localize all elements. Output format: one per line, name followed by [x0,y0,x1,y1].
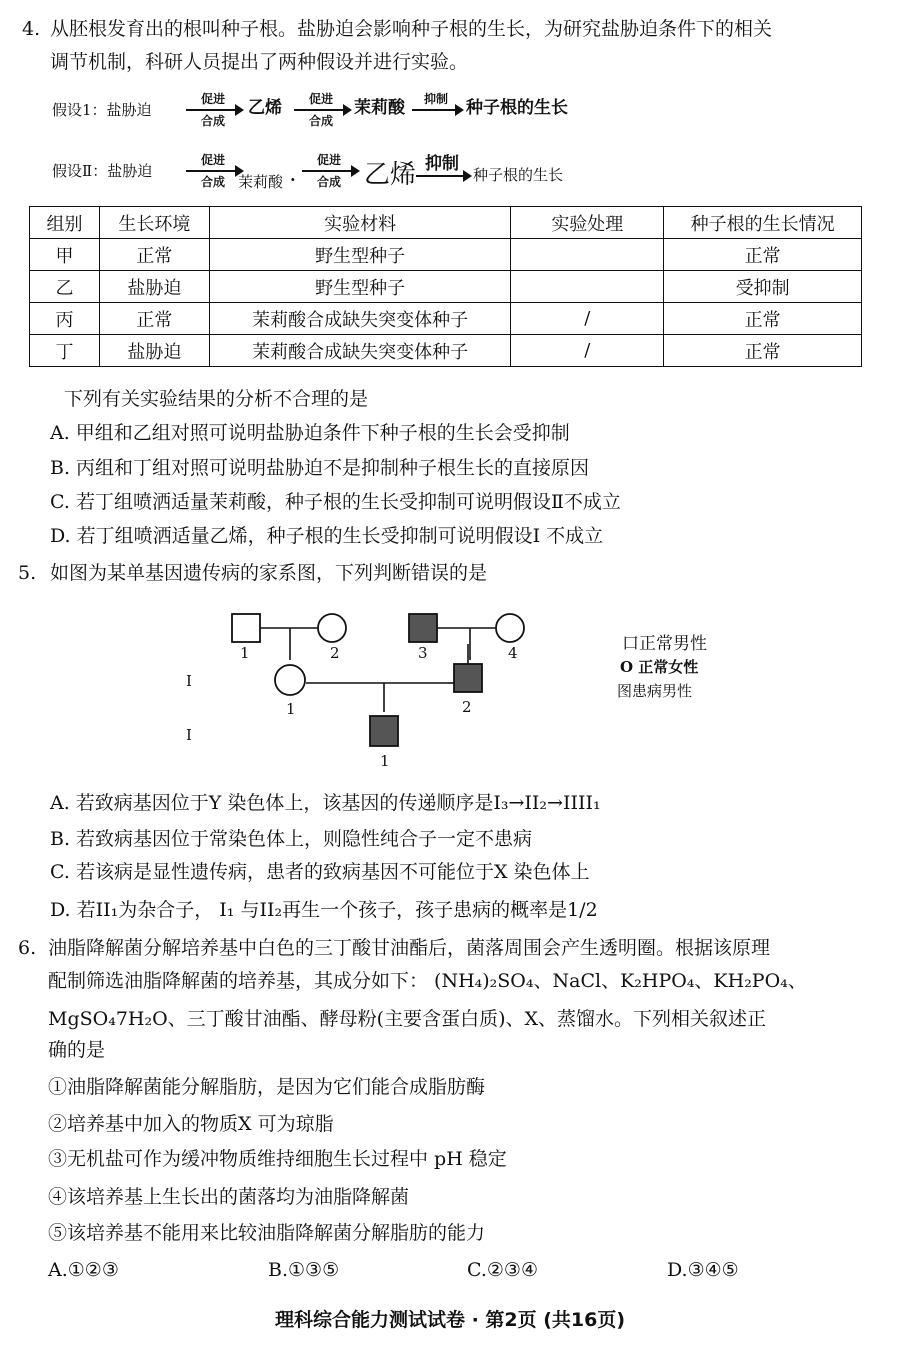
normal-male-symbol [232,614,260,642]
table-cell: 乙 [30,271,100,303]
table-cell: 茉莉酸合成缺失突变体种子 [209,303,511,335]
individual-number: 2 [330,644,340,662]
individual-number: 1 [286,700,296,718]
q4-option-d: D. 若丁组喷洒适量乙烯，种子根的生长受抑制可说明假设I 不成立 [50,525,604,547]
table-cell: / [511,303,664,335]
arrow-label-top: 抑制 [423,92,448,106]
q4-stem-line1: 从胚根发育出的根叫种子根。盐胁迫会影响种子根的生长，为研究盐胁迫条件下的相关 [50,18,773,40]
generation-label: I [186,672,192,690]
q4-stem-line2: 调节机制，科研人员提出了两种假设并进行实验。 [50,51,469,73]
q6-number: 6. [18,937,37,959]
arrow-label-top: 抑制 [425,154,459,174]
affected-male-symbol [370,716,398,746]
q4-option-b: B. 丙组和丁组对照可说明盐胁迫不是抑制种子根生长的直接原因 [50,457,590,479]
table-header: 组别 [30,207,100,239]
q6-statement-2: ②培养基中加入的物质X 可为琼脂 [48,1113,334,1135]
arrow-label-top: 促进 [200,92,225,106]
table-header: 实验处理 [511,207,664,239]
table-header: 种子根的生长情况 [664,207,862,239]
normal-female-symbol [318,614,346,642]
q5-option-d: D. 若II₁为杂合子， I₁ 与II₂再生一个孩子，孩子患病的概率是1/2 [50,899,598,921]
table-cell: 受抑制 [664,271,862,303]
experiment-table [29,206,862,367]
q4-question: 下列有关实验结果的分析不合理的是 [64,388,369,410]
q5-number: 5. [18,562,37,584]
table-cell: 正常 [664,303,862,335]
q6-stem-line4: 确的是 [48,1039,106,1061]
arrow-label-top: 促进 [316,153,341,167]
pedigree-chart [180,600,540,790]
table-cell: 野生型种子 [209,271,511,303]
hyp2-node-jasmonic-acid: 茉莉酸 [238,173,284,191]
q5-option-a: A. 若致病基因位于Y 染色体上，该基因的传递顺序是I₃→II₂→IIII₁ [50,792,601,814]
q6-statement-3: ③无机盐可作为缓冲物质维持细胞生长过程中 pH 稳定 [48,1148,507,1170]
hyp1-node-ethylene: 乙烯 [248,98,282,118]
table-header: 实验材料 [209,207,511,239]
hyp2-dot: · [290,170,296,189]
legend-affected-male: 图患病男性 [617,682,693,700]
hyp2-label: 假设Ⅱ：盐胁迫 [52,162,153,180]
q4-number: 4. [22,18,41,40]
q6-choice-a: A.①②③ [48,1259,119,1281]
table-cell: 盐胁迫 [99,271,209,303]
individual-number: 2 [462,698,472,716]
hyp2-inhibit-arrow [412,151,472,191]
table-cell: 正常 [664,335,862,367]
arrow-label-bottom: 合成 [200,114,225,128]
table-cell: 正常 [99,303,209,335]
table-cell [511,271,664,303]
hyp1-node-jasmonic-acid: 茉莉酸 [354,98,405,118]
q6-choice-c: C.②③④ [467,1259,538,1281]
table-cell: 丁 [30,335,100,367]
individual-number: 1 [380,752,390,770]
hyp1-label: 假设1：盐胁迫 [52,101,152,119]
q6-stem-line3: MgSO₄7H₂O、三丁酸甘油酯、酵母粉(主要含蛋白质)、X、蒸馏水。下列相关叙述正 [48,1008,767,1030]
affected-male-symbol [454,664,482,692]
q6-statement-1: ①油脂降解菌能分解脂肪，是因为它们能合成脂肪酶 [48,1076,486,1098]
hyp2-promote-arrow-1 [182,151,244,191]
arrow-label-bottom: 合成 [316,175,341,189]
table-header: 生长环境 [99,207,209,239]
table-cell: 茉莉酸合成缺失突变体种子 [209,335,511,367]
hyp1-promote-arrow-2 [290,90,352,130]
individual-number: 3 [418,644,428,662]
q6-choice-d: D.③④⑤ [667,1259,739,1281]
arrow-head-icon [455,104,464,116]
table-row [30,303,862,335]
page-footer: 理科综合能力测试试卷 · 第2页 (共16页) [274,1309,626,1331]
normal-female-symbol [275,665,305,695]
hyp2-promote-arrow-2 [298,151,360,191]
arrow-label-top: 促进 [308,92,333,106]
q6-stem-line2: 配制筛选油脂降解菌的培养基，其成分如下： (NH₄)₂SO₄、NaCl、K₂HPO₄、KH₂PO₄、 [48,970,807,992]
hyp1-node-root-growth: 种子根的生长 [466,98,568,118]
q6-choice-b: B.①③⑤ [268,1259,340,1281]
table-cell: 甲 [30,239,100,271]
legend-normal-female: O 正常女性 [620,658,699,676]
arrow-label-bottom: 合成 [308,114,333,128]
arrow-head-icon [463,170,472,182]
table-row [30,239,862,271]
q6-statement-4: ④该培养基上生长出的菌落均为油脂降解菌 [48,1186,410,1208]
q6-statement-5: ⑤该培养基不能用来比较油脂降解菌分解脂肪的能力 [48,1222,486,1244]
individual-number: 1 [240,644,250,662]
table-cell: 盐胁迫 [99,335,209,367]
table-cell [511,239,664,271]
arrow-label-bottom: 合成 [200,175,225,189]
affected-male-symbol [409,614,437,642]
hyp2-node-root-growth: 种子根的生长 [473,166,564,184]
hyp1-inhibit-arrow [408,90,464,130]
table-cell: 丙 [30,303,100,335]
individual-number: 4 [508,644,518,662]
q5-option-c: C. 若该病是显性遗传病，患者的致病基因不可能位于X 染色体上 [50,861,590,883]
table-cell: 正常 [99,239,209,271]
arrow-label-top: 促进 [200,153,225,167]
table-row [30,271,862,303]
table-header-row [30,207,862,239]
q5-stem: 如图为某单基因遗传病的家系图，下列判断错误的是 [50,562,488,584]
hyp2-node-ethylene: 乙烯 [364,160,417,190]
table-cell: / [511,335,664,367]
table-cell: 野生型种子 [209,239,511,271]
generation-label: I [186,726,192,744]
table-cell: 正常 [664,239,862,271]
legend-normal-male: 口正常男性 [622,634,707,654]
normal-female-symbol [496,614,524,642]
table-row [30,335,862,367]
q4-option-a: A. 甲组和乙组对照可说明盐胁迫条件下种子根的生长会受抑制 [50,422,570,444]
hyp1-promote-arrow-1 [182,90,244,130]
q6-stem-line1: 油脂降解菌分解培养基中白色的三丁酸甘油酯后，菌落周围会产生透明圈。根据该原理 [48,937,771,959]
q4-option-c: C. 若丁组喷洒适量茉莉酸，种子根的生长受抑制可说明假设Ⅱ不成立 [50,491,621,513]
q5-option-b: B. 若致病基因位于常染色体上，则隐性纯合子一定不患病 [50,828,533,850]
